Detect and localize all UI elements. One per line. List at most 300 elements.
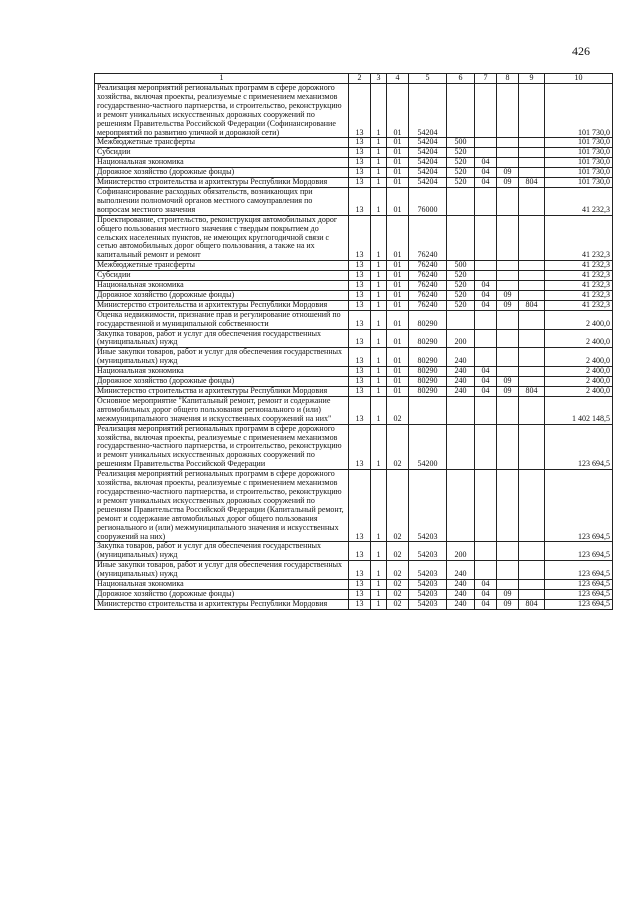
code-cell: 1 <box>371 148 387 158</box>
code-cell <box>519 158 545 168</box>
amount-cell: 41 232,3 <box>545 281 613 291</box>
code-cell <box>475 396 497 424</box>
code-cell <box>519 271 545 281</box>
code-cell <box>519 561 545 580</box>
code-cell: 13 <box>349 580 371 590</box>
code-cell: 02 <box>387 599 409 609</box>
item-name-cell: Субсидии <box>95 271 349 281</box>
item-name-cell: Дорожное хозяйство (дорожные фонды) <box>95 589 349 599</box>
item-name-cell: Межбюджетные трансферты <box>95 138 349 148</box>
amount-cell: 2 400,0 <box>545 377 613 387</box>
code-cell: 1 <box>371 138 387 148</box>
code-cell <box>475 187 497 215</box>
column-header: 1 <box>95 74 349 84</box>
code-cell <box>447 187 475 215</box>
code-cell: 13 <box>349 377 371 387</box>
table-row <box>95 281 613 291</box>
code-cell: 04 <box>475 281 497 291</box>
item-name-cell: Иные закупки товаров, работ и услуг для обеспечения государственных (муниципальных) нужд <box>95 561 349 580</box>
code-cell: 240 <box>447 561 475 580</box>
amount-cell: 2 400,0 <box>545 310 613 329</box>
code-cell: 54203 <box>409 470 447 542</box>
code-cell: 54204 <box>409 168 447 178</box>
code-cell <box>519 348 545 367</box>
code-cell: 02 <box>387 424 409 470</box>
code-cell: 01 <box>387 187 409 215</box>
code-cell <box>475 329 497 348</box>
item-name-cell: Закупка товаров, работ и услуг для обеспечения государственных (муниципальных) нужд <box>95 542 349 561</box>
code-cell <box>475 470 497 542</box>
table-row <box>95 261 613 271</box>
item-name-cell: Дорожное хозяйство (дорожные фонды) <box>95 290 349 300</box>
code-cell: 01 <box>387 178 409 188</box>
code-cell: 09 <box>497 300 519 310</box>
table-row <box>95 310 613 329</box>
code-cell <box>497 329 519 348</box>
amount-cell: 101 730,0 <box>545 168 613 178</box>
amount-cell: 101 730,0 <box>545 84 613 138</box>
page-number: 426 <box>572 44 590 58</box>
item-name-cell: Дорожное хозяйство (дорожные фонды) <box>95 168 349 178</box>
code-cell: 01 <box>387 387 409 397</box>
code-cell: 1 <box>371 387 387 397</box>
code-cell: 520 <box>447 271 475 281</box>
code-cell <box>497 271 519 281</box>
amount-cell: 1 402 148,5 <box>545 396 613 424</box>
item-name-cell: Закупка товаров, работ и услуг для обеспечения государственных (муниципальных) нужд <box>95 329 349 348</box>
table-row <box>95 138 613 148</box>
table-header-row <box>95 74 613 84</box>
code-cell: 804 <box>519 387 545 397</box>
table-row <box>95 424 613 470</box>
code-cell <box>447 310 475 329</box>
code-cell: 13 <box>349 168 371 178</box>
code-cell <box>519 542 545 561</box>
code-cell: 1 <box>371 271 387 281</box>
code-cell <box>519 589 545 599</box>
code-cell: 1 <box>371 187 387 215</box>
code-cell: 1 <box>371 329 387 348</box>
code-cell: 1 <box>371 424 387 470</box>
amount-cell: 123 694,5 <box>545 589 613 599</box>
code-cell: 1 <box>371 580 387 590</box>
code-cell: 13 <box>349 589 371 599</box>
table-row <box>95 215 613 261</box>
code-cell <box>409 396 447 424</box>
code-cell: 01 <box>387 377 409 387</box>
table-row <box>95 599 613 609</box>
code-cell: 13 <box>349 542 371 561</box>
item-name-cell: Реализация мероприятий региональных программ в сфере дорожного хозяйства, включая проекты, реализуемые с применением механизмов государственно-частного партнерства, и строительство, реконструкцию и ремонт уникальных искусственных дорожных сооружений по решениям Правительства Российской Федерации (Софинансирование мероприятий по развитию уличной и дорожной сети) <box>95 84 349 138</box>
code-cell: 02 <box>387 580 409 590</box>
code-cell <box>475 424 497 470</box>
code-cell: 13 <box>349 470 371 542</box>
code-cell <box>475 148 497 158</box>
code-cell: 200 <box>447 329 475 348</box>
code-cell: 13 <box>349 387 371 397</box>
code-cell: 54204 <box>409 84 447 138</box>
code-cell: 1 <box>371 300 387 310</box>
code-cell: 13 <box>349 348 371 367</box>
code-cell: 80290 <box>409 367 447 377</box>
column-header: 8 <box>497 74 519 84</box>
code-cell: 76240 <box>409 300 447 310</box>
column-header: 3 <box>371 74 387 84</box>
code-cell: 13 <box>349 271 371 281</box>
item-name-cell: Софинансирование расходных обязательств, возникающих при выполнении полномочий органов местного самоуправления по вопросам местного значения <box>95 187 349 215</box>
code-cell: 13 <box>349 215 371 261</box>
code-cell <box>447 84 475 138</box>
table-row <box>95 396 613 424</box>
code-cell: 09 <box>497 168 519 178</box>
table-row <box>95 158 613 168</box>
code-cell: 54203 <box>409 599 447 609</box>
item-name-cell: Субсидии <box>95 148 349 158</box>
code-cell: 520 <box>447 290 475 300</box>
code-cell: 200 <box>447 542 475 561</box>
code-cell <box>497 158 519 168</box>
code-cell: 13 <box>349 599 371 609</box>
code-cell <box>447 470 475 542</box>
code-cell: 13 <box>349 367 371 377</box>
code-cell <box>475 561 497 580</box>
code-cell <box>447 396 475 424</box>
amount-cell: 2 400,0 <box>545 329 613 348</box>
code-cell: 54203 <box>409 561 447 580</box>
code-cell <box>519 148 545 158</box>
code-cell: 76240 <box>409 261 447 271</box>
item-name-cell: Проектирование, строительство, реконструкция автомобильных дорог общего пользования местного значения с твердым покрытием до сельских населенных пунктов, не имеющих круглогодичной связи с сетью автомобильных дорог общего пользования, а также на их капитальный ремонт и ремонт <box>95 215 349 261</box>
code-cell: 520 <box>447 158 475 168</box>
code-cell: 1 <box>371 561 387 580</box>
code-cell <box>497 310 519 329</box>
code-cell: 80290 <box>409 348 447 367</box>
table-row <box>95 589 613 599</box>
code-cell: 02 <box>387 470 409 542</box>
column-header: 10 <box>545 74 613 84</box>
code-cell <box>497 580 519 590</box>
code-cell: 01 <box>387 158 409 168</box>
code-cell: 804 <box>519 178 545 188</box>
code-cell <box>519 187 545 215</box>
code-cell: 13 <box>349 158 371 168</box>
code-cell <box>519 580 545 590</box>
code-cell <box>447 424 475 470</box>
amount-cell: 101 730,0 <box>545 158 613 168</box>
code-cell <box>519 310 545 329</box>
code-cell: 1 <box>371 178 387 188</box>
amount-cell: 2 400,0 <box>545 387 613 397</box>
code-cell <box>475 271 497 281</box>
code-cell: 80290 <box>409 329 447 348</box>
item-name-cell: Иные закупки товаров, работ и услуг для обеспечения государственных (муниципальных) нужд <box>95 348 349 367</box>
code-cell: 04 <box>475 387 497 397</box>
code-cell <box>475 310 497 329</box>
code-cell: 01 <box>387 348 409 367</box>
code-cell: 04 <box>475 168 497 178</box>
code-cell: 804 <box>519 300 545 310</box>
code-cell: 240 <box>447 348 475 367</box>
code-cell: 02 <box>387 396 409 424</box>
item-name-cell: Министерство строительства и архитектуры Республики Мордовия <box>95 300 349 310</box>
item-name-cell: Министерство строительства и архитектуры Республики Мордовия <box>95 178 349 188</box>
code-cell: 01 <box>387 84 409 138</box>
code-cell: 54203 <box>409 580 447 590</box>
code-cell: 500 <box>447 138 475 148</box>
code-cell <box>497 348 519 367</box>
item-name-cell: Министерство строительства и архитектуры Республики Мордовия <box>95 387 349 397</box>
code-cell: 09 <box>497 589 519 599</box>
code-cell: 76240 <box>409 215 447 261</box>
code-cell: 13 <box>349 281 371 291</box>
code-cell <box>519 138 545 148</box>
column-header: 6 <box>447 74 475 84</box>
table-row <box>95 542 613 561</box>
table-row <box>95 168 613 178</box>
code-cell: 500 <box>447 261 475 271</box>
code-cell <box>497 138 519 148</box>
code-cell <box>497 148 519 158</box>
code-cell: 01 <box>387 215 409 261</box>
code-cell <box>497 367 519 377</box>
code-cell: 13 <box>349 178 371 188</box>
code-cell: 520 <box>447 300 475 310</box>
code-cell: 04 <box>475 589 497 599</box>
code-cell <box>497 470 519 542</box>
item-name-cell: Дорожное хозяйство (дорожные фонды) <box>95 377 349 387</box>
code-cell <box>475 542 497 561</box>
code-cell <box>475 348 497 367</box>
code-cell: 01 <box>387 271 409 281</box>
amount-cell: 41 232,3 <box>545 300 613 310</box>
table-row <box>95 329 613 348</box>
code-cell: 02 <box>387 589 409 599</box>
code-cell: 04 <box>475 300 497 310</box>
amount-cell: 123 694,5 <box>545 470 613 542</box>
item-name-cell: Оценка недвижимости, признание прав и регулирование отношений по государственной и муниципальной собственности <box>95 310 349 329</box>
code-cell: 80290 <box>409 310 447 329</box>
code-cell <box>497 542 519 561</box>
code-cell: 01 <box>387 290 409 300</box>
code-cell <box>519 377 545 387</box>
column-header: 9 <box>519 74 545 84</box>
code-cell: 80290 <box>409 377 447 387</box>
code-cell: 04 <box>475 599 497 609</box>
code-cell: 1 <box>371 377 387 387</box>
code-cell <box>519 396 545 424</box>
code-cell <box>497 396 519 424</box>
code-cell: 1 <box>371 290 387 300</box>
table-row <box>95 561 613 580</box>
column-header: 2 <box>349 74 371 84</box>
code-cell: 54204 <box>409 158 447 168</box>
code-cell: 01 <box>387 310 409 329</box>
code-cell: 240 <box>447 387 475 397</box>
code-cell: 76240 <box>409 271 447 281</box>
code-cell <box>519 261 545 271</box>
item-name-cell: Национальная экономика <box>95 367 349 377</box>
budget-table <box>94 73 613 610</box>
code-cell <box>519 367 545 377</box>
code-cell: 13 <box>349 310 371 329</box>
code-cell <box>475 261 497 271</box>
table-row <box>95 290 613 300</box>
code-cell: 1 <box>371 599 387 609</box>
code-cell: 1 <box>371 589 387 599</box>
table-row <box>95 377 613 387</box>
code-cell: 13 <box>349 84 371 138</box>
item-name-cell: Министерство строительства и архитектуры Республики Мордовия <box>95 599 349 609</box>
item-name-cell: Межбюджетные трансферты <box>95 261 349 271</box>
code-cell <box>519 215 545 261</box>
code-cell: 04 <box>475 178 497 188</box>
code-cell: 76240 <box>409 281 447 291</box>
amount-cell: 123 694,5 <box>545 424 613 470</box>
code-cell: 54204 <box>409 148 447 158</box>
table-row <box>95 470 613 542</box>
code-cell: 13 <box>349 396 371 424</box>
code-cell <box>497 281 519 291</box>
code-cell: 520 <box>447 168 475 178</box>
table-row <box>95 580 613 590</box>
table-row <box>95 367 613 377</box>
item-name-cell: Национальная экономика <box>95 281 349 291</box>
item-name-cell: Основное мероприятие "Капитальный ремонт, ремонт и содержание автомобильных дорог общего пользования регионального и (или) межмуниципального значения и искусственных сооружений на них" <box>95 396 349 424</box>
code-cell: 04 <box>475 367 497 377</box>
item-name-cell: Реализация мероприятий региональных программ в сфере дорожного хозяйства, включая проекты, реализуемые с применением механизмов государственно-частного партнерства, и строительство, реконструкцию и ремонт уникальных искусственных дорожных сооружений по решениям Правительства Российской Федерации <box>95 424 349 470</box>
item-name-cell: Национальная экономика <box>95 580 349 590</box>
amount-cell: 2 400,0 <box>545 348 613 367</box>
code-cell: 01 <box>387 138 409 148</box>
code-cell <box>519 329 545 348</box>
code-cell <box>519 168 545 178</box>
code-cell: 04 <box>475 290 497 300</box>
amount-cell: 123 694,5 <box>545 561 613 580</box>
amount-cell: 101 730,0 <box>545 178 613 188</box>
amount-cell: 41 232,3 <box>545 261 613 271</box>
amount-cell: 41 232,3 <box>545 271 613 281</box>
column-header: 7 <box>475 74 497 84</box>
code-cell <box>519 290 545 300</box>
code-cell: 54204 <box>409 178 447 188</box>
code-cell: 240 <box>447 367 475 377</box>
amount-cell: 41 232,3 <box>545 290 613 300</box>
code-cell: 01 <box>387 329 409 348</box>
code-cell: 1 <box>371 396 387 424</box>
table-row <box>95 84 613 138</box>
item-name-cell: Национальная экономика <box>95 158 349 168</box>
code-cell: 76240 <box>409 290 447 300</box>
amount-cell: 101 730,0 <box>545 148 613 158</box>
table-row <box>95 348 613 367</box>
amount-cell: 123 694,5 <box>545 599 613 609</box>
code-cell: 240 <box>447 580 475 590</box>
table-row <box>95 387 613 397</box>
amount-cell: 41 232,3 <box>545 215 613 261</box>
code-cell: 1 <box>371 470 387 542</box>
code-cell: 09 <box>497 599 519 609</box>
code-cell <box>497 187 519 215</box>
amount-cell: 123 694,5 <box>545 580 613 590</box>
code-cell: 804 <box>519 599 545 609</box>
code-cell <box>519 424 545 470</box>
code-cell: 13 <box>349 329 371 348</box>
item-name-cell: Реализация мероприятий региональных программ в сфере дорожного хозяйства, включая проекты, реализуемые с применением механизмов государственно-частного партнерства, и строительство, реконструкцию и ремонт уникальных искусственных дорожных сооружений по решениям Правительства Российской Федерации (Капитальный ремонт, ремонт и содержание автомобильных дорог общего пользования регионального и (или) межмуниципального значения и искусственных сооружений на них) <box>95 470 349 542</box>
code-cell <box>497 215 519 261</box>
code-cell: 09 <box>497 387 519 397</box>
code-cell: 09 <box>497 290 519 300</box>
code-cell <box>497 84 519 138</box>
code-cell <box>475 138 497 148</box>
code-cell: 1 <box>371 215 387 261</box>
code-cell: 13 <box>349 148 371 158</box>
code-cell <box>475 215 497 261</box>
code-cell <box>519 470 545 542</box>
code-cell: 01 <box>387 148 409 158</box>
code-cell: 13 <box>349 290 371 300</box>
table-row <box>95 178 613 188</box>
code-cell: 54200 <box>409 424 447 470</box>
code-cell: 1 <box>371 168 387 178</box>
code-cell <box>519 281 545 291</box>
code-cell: 09 <box>497 377 519 387</box>
amount-cell: 101 730,0 <box>545 138 613 148</box>
code-cell: 02 <box>387 561 409 580</box>
code-cell <box>497 424 519 470</box>
code-cell: 1 <box>371 281 387 291</box>
code-cell: 80290 <box>409 387 447 397</box>
amount-cell: 41 232,3 <box>545 187 613 215</box>
code-cell: 01 <box>387 367 409 377</box>
code-cell <box>497 561 519 580</box>
code-cell: 13 <box>349 138 371 148</box>
table-row <box>95 187 613 215</box>
code-cell: 240 <box>447 599 475 609</box>
column-header: 4 <box>387 74 409 84</box>
code-cell: 1 <box>371 261 387 271</box>
code-cell: 01 <box>387 261 409 271</box>
code-cell: 04 <box>475 377 497 387</box>
code-cell: 1 <box>371 310 387 329</box>
code-cell: 1 <box>371 84 387 138</box>
code-cell: 240 <box>447 377 475 387</box>
code-cell: 1 <box>371 158 387 168</box>
table-row <box>95 271 613 281</box>
column-header: 5 <box>409 74 447 84</box>
code-cell: 1 <box>371 542 387 561</box>
code-cell: 1 <box>371 367 387 377</box>
code-cell: 240 <box>447 589 475 599</box>
code-cell <box>447 215 475 261</box>
code-cell: 13 <box>349 561 371 580</box>
code-cell <box>519 84 545 138</box>
code-cell: 01 <box>387 281 409 291</box>
code-cell: 54203 <box>409 589 447 599</box>
code-cell: 09 <box>497 178 519 188</box>
code-cell <box>475 84 497 138</box>
code-cell: 520 <box>447 148 475 158</box>
code-cell: 13 <box>349 187 371 215</box>
amount-cell: 2 400,0 <box>545 367 613 377</box>
amount-cell: 123 694,5 <box>545 542 613 561</box>
code-cell <box>497 261 519 271</box>
code-cell: 04 <box>475 580 497 590</box>
code-cell: 01 <box>387 168 409 178</box>
code-cell: 04 <box>475 158 497 168</box>
code-cell: 1 <box>371 348 387 367</box>
code-cell: 13 <box>349 261 371 271</box>
table-row <box>95 148 613 158</box>
